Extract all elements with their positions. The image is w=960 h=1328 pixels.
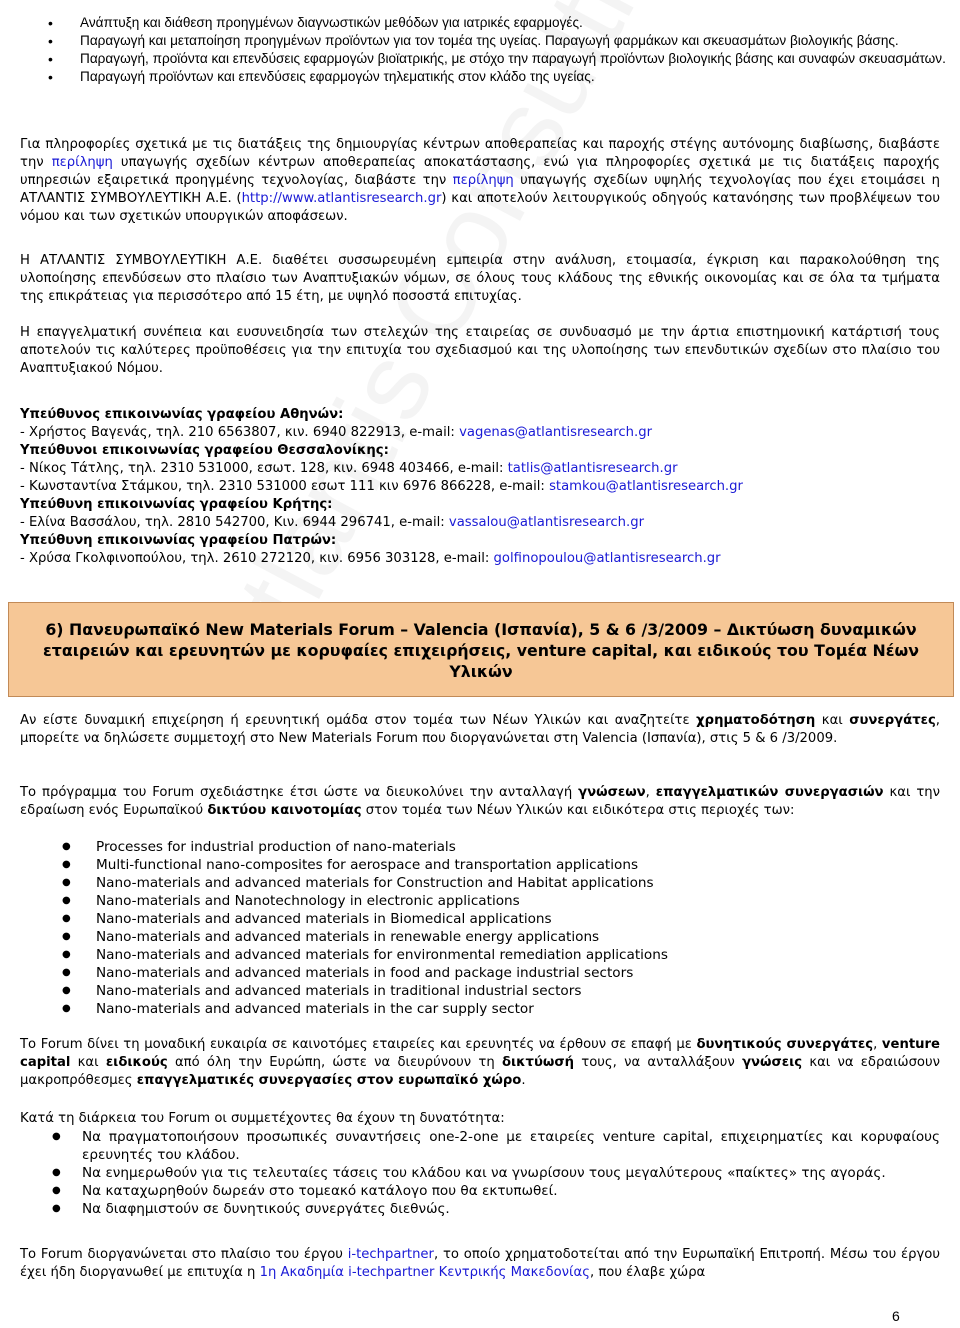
bold-segment: γνώσεις — [742, 1055, 803, 1070]
text-segment: και — [815, 713, 850, 728]
text-segment: Το Forum διοργανώνεται στο πλαίσιο του έργου — [20, 1247, 348, 1262]
text-segment: , το οποίο χρηματοδοτείται από την Ευρωπαϊκή Επιτροπή. Μέσω του έργου έχει ήδη διοργανωθεί με επιτυχία η — [20, 1247, 940, 1280]
text-segment: Το πρόγραμμα του Forum σχεδιάστηκε έτσι ώστε να διευκολύνει την ανταλλαγή — [20, 785, 579, 800]
list-item: • Παραγωγή, προϊόντα και επενδύσεις εφαρμογών βιοϊατρικής, με στόχο την παραγωγή προϊόντων βιολογικής βάσης και συναφών σκευασμάτων. — [40, 50, 950, 68]
forum-benefits-list — [48, 1128, 940, 1218]
text-segment: ) και αποτελούν λειτουργικούς οδηγούς κατανόησης των προβλέψεων του νόμου και των σχετικών υπουργικών αποφάσεων. — [20, 191, 941, 224]
forum-opportunity-paragraph — [20, 1036, 940, 1090]
bold-segment: χρηματοδότηση — [696, 713, 816, 728]
section-heading: 6) Πανευρωπαϊκό New Materials Forum – Valencia (Ισπανία), 5 & 6 /3/2009 – Δικτύωση δυναμικών εταιρειών και ερευνητών με κορυφαίες επιχειρήσεις, venture capital, και ειδικούς του Τομέα Νέων Υλικών — [43, 620, 919, 681]
bold-segment: επαγγελματικών συνεργασιών — [655, 785, 884, 800]
text-segment: Αν είστε δυναμική επιχείρηση ή ερευνητική ομάδα στον τομέα των Νέων Υλικών και αναζητείτε — [20, 713, 697, 728]
academy-link[interactable]: 1η Ακαδημία i-techpartner Κεντρικής Μακεδονίας — [259, 1265, 590, 1280]
closing-paragraph — [20, 1246, 940, 1282]
text-segment: και — [70, 1055, 106, 1070]
text-segment: , που έλαβε χώρα — [589, 1265, 706, 1280]
contact-details: - Ελίνα Βασσάλου, τηλ. 2810 542700, Κιν. 6944 296741, e-mail: — [20, 515, 449, 530]
list-item: ● Nano-materials and Nanotechnology in electronic applications — [58, 892, 918, 910]
email-link[interactable]: stamkou@atlantisresearch.gr — [549, 479, 743, 494]
contact-details: - Χρήστος Βαγενάς, τηλ. 210 6563807, κιν. 6940 822913, e-mail: — [20, 425, 460, 440]
atlantis-website-link[interactable]: http://www.atlantisresearch.gr — [241, 191, 442, 206]
forum-program-paragraph — [20, 784, 940, 820]
contacts-section — [20, 406, 940, 568]
bold-segment: δυνητικούς συνεργάτες — [696, 1037, 874, 1052]
company-quality-paragraph: Η επαγγελματική συνέπεια και ευσυνειδησία των στελεχών της εταιρείας σε συνδυασμό με την άρτια επιστημονική κατάρτισή τους αποτελούν τις καλύτερες προϋποθέσεις για την επιτυχία του σχεδιασμού και της υλοποίησης των επενδυτικών σχεδίων στο πλαίσιο του Αναπτυξιακού Νόμου. — [20, 325, 940, 376]
contact-details: - Κωνσταντίνα Στάμκου, τηλ. 2310 531000 εσωτ 111 κιν 6976 866228, e-mail: — [20, 479, 550, 494]
list-item: ● Να καταχωρηθούν δωρεάν στο τομεακό κατάλογο που θα εκτυπωθεί. — [48, 1182, 940, 1200]
list-item: ● Processes for industrial production of nano-materials — [58, 838, 918, 856]
contact-line — [20, 550, 940, 568]
i-techpartner-link[interactable]: i-techpartner — [347, 1247, 434, 1262]
list-item: ● Nano-materials and advanced materials in renewable energy applications — [58, 928, 918, 946]
text-segment: και την εδραίωση ενός Ευρωπαϊκού — [20, 785, 940, 818]
text-segment: , — [645, 785, 656, 800]
bold-segment: επαγγελματικές συνεργασίες στον ευρωπαϊκό χώρο — [136, 1073, 522, 1088]
crete-contact-heading: Υπεύθυνη επικοινωνίας γραφείου Κρήτης: — [20, 497, 333, 512]
contact-line — [20, 424, 940, 442]
list-item: ● Να πραγματοποιήσουν προσωπικές συναντήσεις one-2-one με εταιρείες venture capital, επιχειρηματίες και κορυφαίους ερευνητές του κλάδου. — [48, 1128, 940, 1164]
contact-line — [20, 514, 940, 532]
forum-intro-paragraph — [20, 712, 940, 748]
list-item: ● Nano-materials and advanced materials for environmental remediation applications — [58, 946, 918, 964]
text-segment: Για πληροφορίες σχετικά με τις διατάξεις της δημιουργίας κέντρων αποθεραπείας και παροχής στέγης αυτόνομης διαβίωσης, διαβάστε την — [20, 137, 940, 170]
list-item: • Ανάπτυξη και διάθεση προηγμένων διαγνωστικών μεθόδων για ιατρικές εφαρμογές. — [40, 14, 950, 32]
summary-link-1[interactable]: περίληψη — [51, 155, 113, 170]
email-link[interactable]: vassalou@atlantisresearch.gr — [448, 515, 644, 530]
list-item: ● Να ενημερωθούν για τις τελευταίες τάσεις του κλάδου και να γνωρίσουν τους μεγαλύτερους «παίκτες» της αγοράς. — [48, 1164, 940, 1182]
bold-segment: ειδικούς — [105, 1055, 168, 1070]
contact-line — [20, 478, 940, 496]
list-item: • Παραγωγή προϊόντων και επενδύσεις εφαρμογών τηλεματικής στον κλάδο της υγείας. — [40, 68, 950, 86]
text-segment: υπαγωγής σχεδίων υψηλής τεχνολογίας που έχει ετοιμάσει η ΑΤΛΑΝΤΙΣ ΣΥΜΒΟΥΛΕΥΤΙΚΗ Α.Ε. ( — [20, 173, 940, 206]
patras-contact-heading: Υπεύθυνη επικοινωνίας γραφείου Πατρών: — [20, 533, 337, 548]
forum-areas-list — [58, 838, 918, 1018]
text-segment: , μπορείτε να δηλώσετε συμμετοχή στο New Materials Forum που διοργανώνεται στη Valencia (Ισπανία), στις 5 & 6 /3/2009. — [20, 713, 940, 746]
contact-details: - Χρύσα Γκολφινοπούλου, τηλ. 2610 272120, κιν. 6956 303128, e-mail: — [20, 551, 494, 566]
forum-during-intro: Κατά τη διάρκεια του Forum οι συμμετέχοντες θα έχουν τη δυνατότητα: — [20, 1111, 505, 1126]
text-segment: τους, να ανταλλάξουν — [574, 1055, 743, 1070]
summary-link-2[interactable]: περίληψη — [452, 173, 514, 188]
text-segment: από όλη την Ευρώπη, ώστε να διευρύνουν τη — [167, 1055, 502, 1070]
list-item: ● Nano-materials and advanced materials in food and package industrial sectors — [58, 964, 918, 982]
text-segment: , — [873, 1037, 882, 1052]
contact-details: - Νίκος Τάτλης, τηλ. 2310 531000, εσωτ. 128, κιν. 6948 403466, e-mail: — [20, 461, 508, 476]
athens-contact-heading: Υπεύθυνος επικοινωνίας γραφείου Αθηνών: — [20, 407, 344, 422]
section-heading-box — [8, 602, 954, 697]
list-item: ● Nano-materials and advanced materials in Biomedical applications — [58, 910, 918, 928]
list-item: ● Multi-functional nano-composites for aerospace and transportation applications — [58, 856, 918, 874]
page-number: 6 — [892, 1308, 900, 1324]
list-item: ● Nano-materials and advanced materials for Construction and Habitat applications — [58, 874, 918, 892]
bold-segment: δικτύωσή — [501, 1055, 574, 1070]
text-segment: Το Forum δίνει τη μοναδική ευκαιρία σε καινοτόμες εταιρείες και ερευνητές να έρθουν σε επαφή με — [20, 1037, 697, 1052]
thessaloniki-contact-heading: Υπεύθυνοι επικοινωνίας γραφείου Θεσσαλονίκης: — [20, 443, 389, 458]
list-item: ● Nano-materials and advanced materials in traditional industrial sectors — [58, 982, 918, 1000]
text-segment: . — [521, 1073, 526, 1088]
text-segment: υπαγωγής σχεδίων κέντρων αποθεραπείας αποκατάστασης, ενώ για πληροφορίες σχετικά με τις διατάξεις παροχής υπηρεσιών εξαιρετικά προηγμένης τεχνολογίας, διαβάστε την — [20, 155, 940, 188]
text-segment: στον τομέα των Νέων Υλικών και ειδικότερα στις περιοχές των: — [361, 803, 795, 818]
company-experience-paragraph: Η ΑΤΛΑΝΤΙΣ ΣΥΜΒΟΥΛΕΥΤΙΚΗ Α.Ε. διαθέτει συσσωρευμένη εμπειρία στην ανάλυση, ετοιμασία, έγκριση και παρακολούθηση της υλοποίησης επενδύσεων στο πλαίσιο των Αναπτυξιακών νόμων, σε όλους τους κλάδους της εθνικής οικονομίας και σε όλα τα τμήματα της επικράτειας για περισσότερο από 15 έτη, με υψηλό ποσοστά επιτυχίας. — [20, 253, 940, 304]
bold-segment: συνεργάτες — [849, 713, 936, 728]
bold-segment: δικτύου καινοτομίας — [207, 803, 362, 818]
email-link[interactable]: golfinopoulou@atlantisresearch.gr — [493, 551, 721, 566]
top-bullet-list — [40, 14, 950, 86]
text-segment: και να εδραιώσουν μακροπρόθεσμες — [20, 1055, 940, 1088]
email-link[interactable]: tatlis@atlantisresearch.gr — [507, 461, 678, 476]
list-item: • Παραγωγή και μεταποίηση προηγμένων προϊόντων για τον τομέα της υγείας. Παραγωγή φαρμάκων και σκευασμάτων βιολογικής βάσης. — [40, 32, 950, 50]
bold-segment: γνώσεων — [578, 785, 646, 800]
list-item: ● Nano-materials and advanced materials in the car supply sector — [58, 1000, 918, 1018]
email-link[interactable]: vagenas@atlantisresearch.gr — [459, 425, 653, 440]
info-paragraph — [20, 136, 940, 226]
bold-segment: venture capital — [20, 1037, 940, 1070]
list-item: ● Να διαφημιστούν σε δυνητικούς συνεργάτες διεθνώς. — [48, 1200, 940, 1218]
contact-line — [20, 460, 940, 478]
